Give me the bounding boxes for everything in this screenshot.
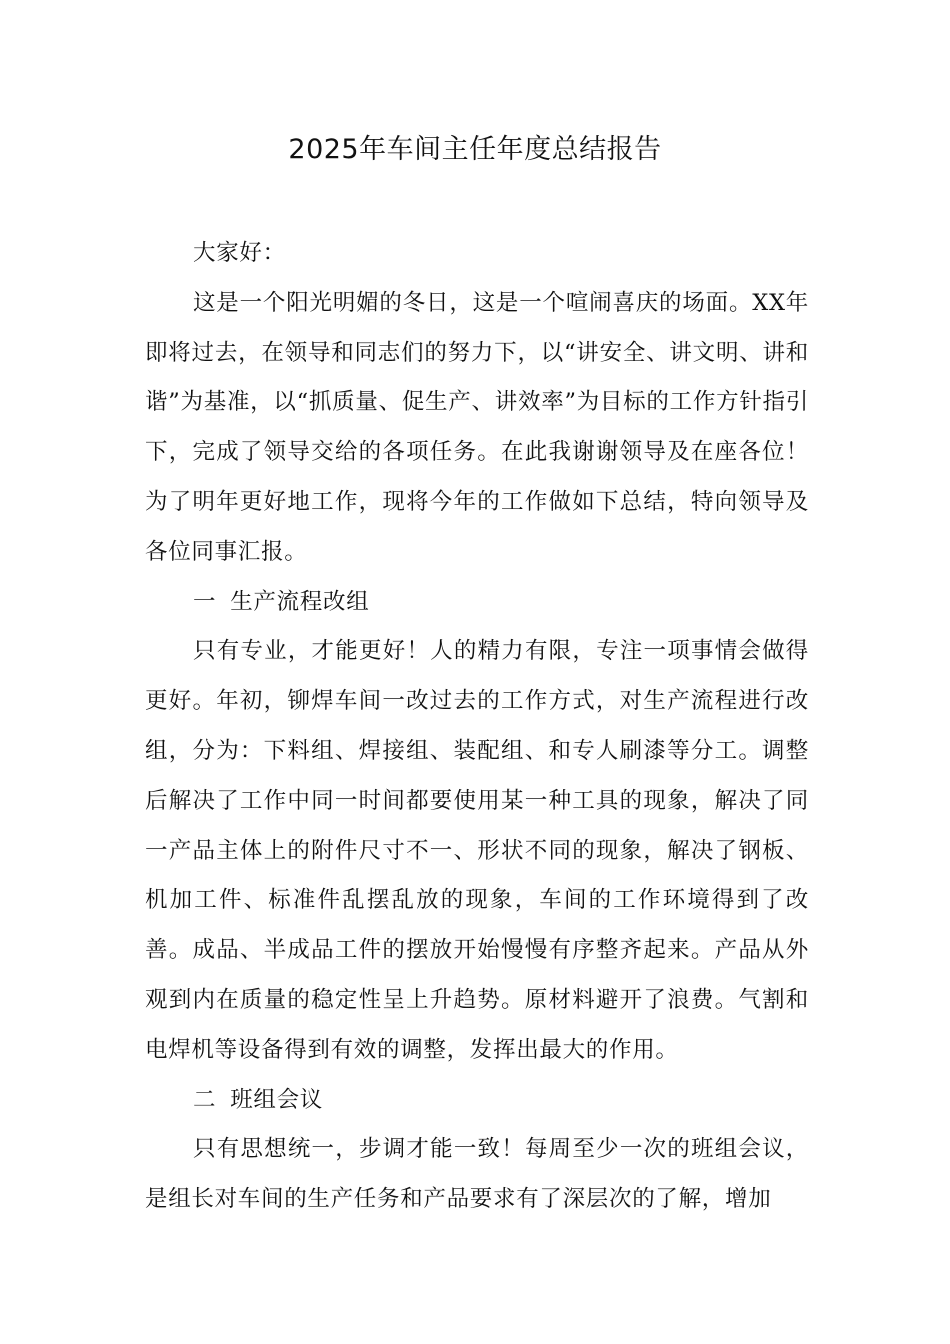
- greeting: 大家好：: [193, 240, 286, 266]
- section-paragraph-2: 只有思想统一，步调才能一致！每周至少一次的班组会议，是组长对车间的生产任务和产品要求有了深层次的了解，增加: [145, 1136, 809, 1213]
- section-number: 二: [193, 1086, 217, 1113]
- section-number: 一: [193, 588, 217, 615]
- intro-paragraph: 这是一个阳光明媚的冬日，这是一个喧闹喜庆的场面。XX年即将过去，在领导和同志们的努力下，以“讲安全、讲文明、讲和谐”为基准，以“抓质量、促生产、讲效率”为目标的工作方针指引下，完成了领导交给的各项任务。在此我谢谢领导及在座各位！为了明年更好地工作，现将今年的工作做如下总结，特向领导及各位同事汇报。: [145, 289, 809, 565]
- section-title: 班组会议: [230, 1086, 324, 1113]
- section-paragraph-1: 只有专业，才能更好！人的精力有限，专注一项事情会做得更好。年初，铆焊车间一改过去的工作方式，对生产流程进行改组，分为：下料组、焊接组、装配组、和专人刷漆等分工。调整后解决了工作中同一时间都要使用某一种工具的现象，解决了同一产品主体上的附件尺寸不一、形状不同的现象，解决了钢板、机加工件、标准件乱摆乱放的现象，车间的工作环境得到了改善。成品、半成品工件的摆放开始慢慢有序整齐起来。产品从外观到内在质量的稳定性呈上升趋势。原材料避开了浪费。气割和电焊机等设备得到有效的调整，发挥出最大的作用。: [145, 638, 809, 1063]
- section-heading-1: [145, 578, 809, 628]
- section-heading-2: [145, 1076, 809, 1126]
- document-title: 2025年车间主任年度总结报告: [288, 134, 662, 165]
- document-body: [145, 229, 809, 1225]
- section-title: 生产流程改组: [230, 588, 370, 615]
